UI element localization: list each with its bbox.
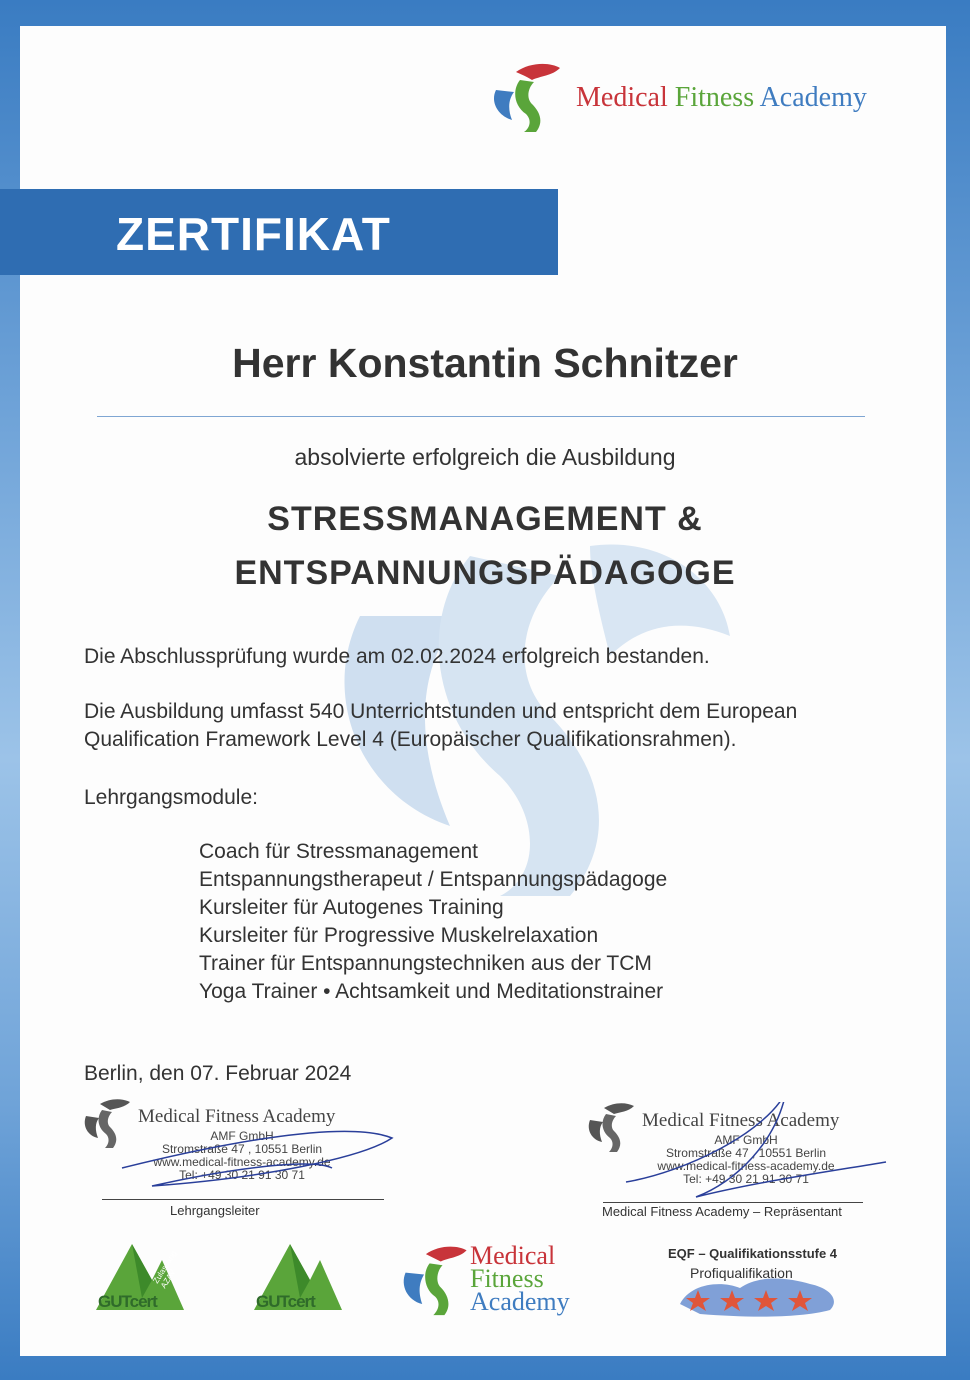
signature-line-left [102,1199,384,1200]
list-item: Kursleiter für Autogenes Training [199,896,504,919]
company-stamp-left: Medical Fitness Academy AMF GmbH Stromstraße 47 , 10551 Berlin www.medical-fitness-academy.de Tel: +49 30 21 91 30 71 [82,1098,402,1208]
certificate-title: ZERTIFIKAT [116,208,391,260]
gutcert-logo: Zulassung AZAV GUTcert [92,1240,188,1314]
brand-logo [490,62,910,132]
brand-wordmark: Medical Fitness Academy [576,82,867,113]
course-title [0,492,970,600]
company-stamp-right: Medical Fitness Academy AMF GmbH Stromstraße 47 , 10551 Berlin www.medical-fitness-academy.de Tel: +49 30 21 91 30 71 [586,1102,906,1212]
brand-mark-icon [400,1240,474,1320]
issue-date: Berlin, den 07. Februar 2024 [84,1062,352,1085]
list-item: Kursleiter für Progressive Muskelrelaxation [199,924,599,947]
eqf-badge: EQF – Qualifikationsstufe 4 Profiqualifikation [660,1244,850,1324]
intro-text: absolvierte erfolgreich die Ausbildung [294,444,676,470]
list-item: Entspannungstherapeut / Entspannungspädagoge [199,868,668,891]
module-list [199,838,667,1006]
name-underline [97,416,865,417]
list-item: Trainer für Entspannungstechniken aus der TCM [199,952,652,975]
signature-label-right: Medical Fitness Academy – Repräsentant [602,1204,842,1219]
modules-label: Lehrgangsmodule: [84,786,258,809]
recipient-name: Herr Konstantin Schnitzer [232,340,738,386]
list-item: Yoga Trainer • Achtsamkeit und Meditationstrainer [199,980,664,1003]
signature-right [586,1102,906,1212]
brand-logo-bottom [400,1240,600,1330]
gutcert-logo: GUTcert [250,1240,346,1314]
brand-wordmark-bottom: Medical Fitness Academy [470,1241,570,1316]
course-title-line1: STRESSMANAGEMENT & [267,500,703,538]
exam-text: Die Abschlussprüfung wurde am 02.02.2024 erfolgreich bestanden. [84,645,710,668]
list-item: Coach für Stressmanagement [199,840,478,863]
signature-left [82,1098,402,1208]
course-title-line2: ENTSPANNUNGSPÄDAGOGE [234,554,736,592]
brand-mark-icon [490,62,570,132]
scope-text: Die Ausbildung umfasst 540 Unterrichtstunden und entspricht dem European Qualification Framework Level 4 (Europäischer Qualifikationsrahmen). [84,700,798,751]
signature-label-left: Lehrgangsleiter [170,1203,260,1218]
signature-line-right [603,1202,863,1203]
